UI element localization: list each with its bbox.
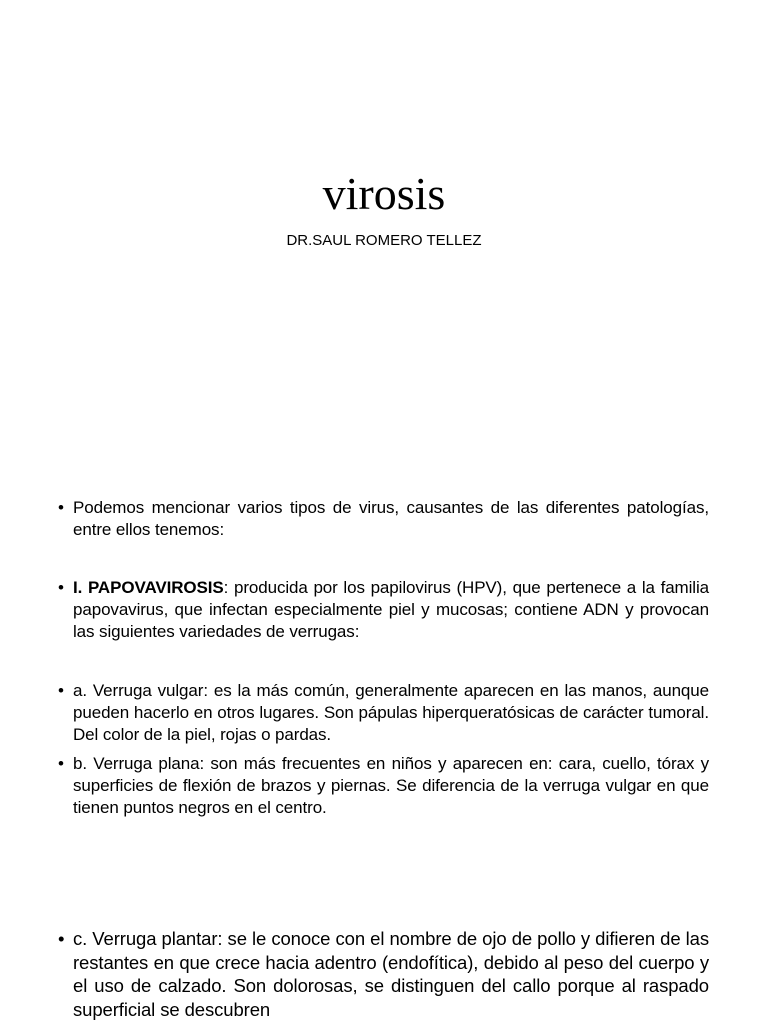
bullet-text: [73, 680, 709, 746]
bullet-text: [73, 577, 709, 643]
bullet-text: [73, 927, 709, 1021]
bullet-body: b. Verruga plana: son más frecuentes en niños y aparecen en: cara, cuello, tórax y superficies de flexión de brazos y piernas. Se diferencia de la verruga vulgar en que tienen puntos negros en el centro.: [73, 754, 709, 817]
bullet-marker: •: [58, 681, 64, 700]
author-name: DR.SAUL ROMERO TELLEZ: [286, 232, 482, 249]
bullet-heading: I. PAPOVAVIROSIS: [73, 578, 224, 597]
bullet-verruga-plantar: [58, 927, 709, 1021]
bullet-intro: [58, 497, 709, 541]
bullet-body: c. Verruga plantar: se le conoce con el nombre de ojo de pollo y difieren de las restantes en que crece hacia adentro (endofítica), debido al peso del cuerpo y el uso de calzado. Son dolorosas, se distinguen del callo porque al raspado superficial se descubren: [73, 928, 709, 1020]
bullet-verruga-vulgar: [58, 680, 709, 746]
bullet-marker: •: [58, 498, 64, 517]
bullet-body: Podemos mencionar varios tipos de virus, causantes de las diferentes patologías, entre ellos tenemos:: [73, 498, 709, 539]
bullet-body: : producida por los papilovirus (HPV), que pertenece a la familia papovavirus, que infectan especialmente piel y mucosas; contiene ADN y provocan las siguientes variedades de verrugas:: [73, 578, 709, 641]
bullet-body: a. Verruga vulgar: es la más común, generalmente aparecen en las manos, aunque pueden hacerlo en otros lugares. Son pápulas hiperqueratósicas de carácter tumoral. Del color de la piel, rojas o pardas.: [73, 681, 709, 744]
document-title: virosis: [322, 168, 446, 219]
bullet-verruga-plana: [58, 753, 709, 819]
bullet-text: [73, 497, 709, 541]
bullet-marker: •: [58, 578, 64, 597]
bullet-text: [73, 753, 709, 819]
bullet-marker: •: [58, 754, 64, 773]
bullet-papovavirosis: [58, 577, 709, 643]
bullet-marker: •: [58, 928, 65, 949]
